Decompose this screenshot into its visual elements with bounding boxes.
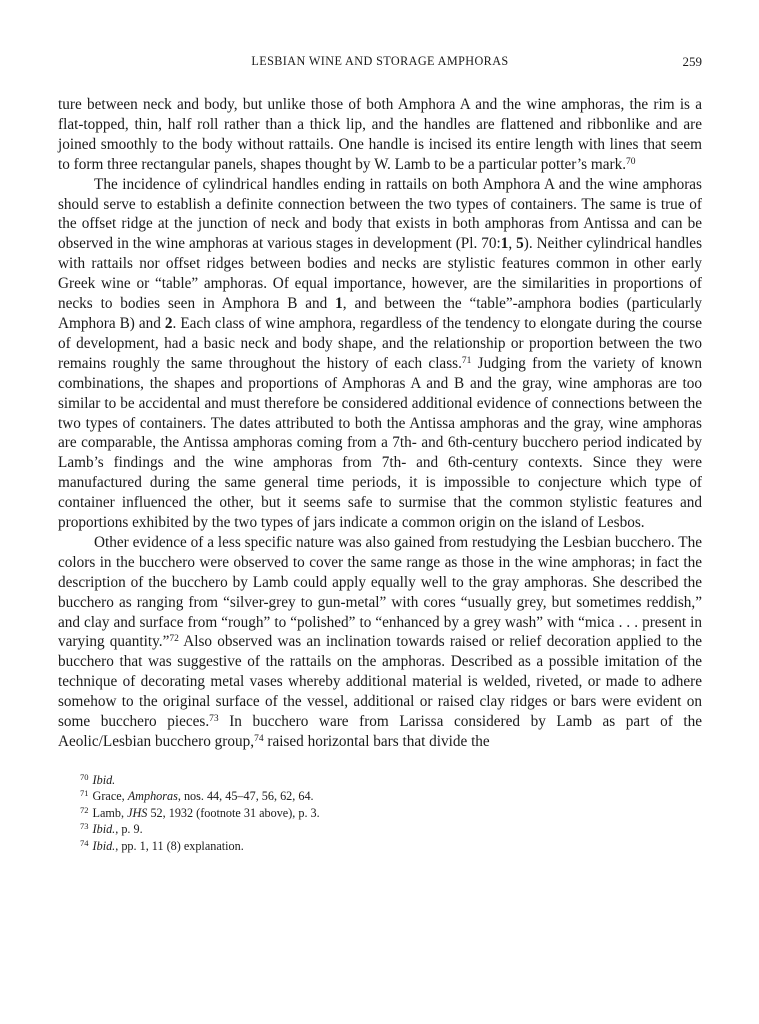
text-run: The incidence of cylindrical handles ending in rattails on both Amphora A and the wine amphoras should serve to establish a definite connection between the two types of containers. The same is true of the offset ridge at the junction of neck and body that exists in both amphoras from Antissa and can be observed in the wine amphoras at various stages in development (Pl. 70: [58, 175, 702, 253]
text-run: , pp. 1, 11 (8) explanation. [115, 838, 244, 853]
text-run: , and between the “table”-amphora bodies (particularly Amphora B) and [58, 295, 702, 332]
text-run: , [508, 235, 517, 253]
footnote [80, 838, 702, 854]
body-text [58, 95, 702, 752]
paragraph [58, 533, 702, 752]
bold-ref: 1 [500, 235, 509, 253]
page [58, 50, 702, 854]
text-run: ). Neither cylindrical handles with rattails nor offset ridges between bodies and necks are stylistic features common in other early Greek wine or “table” amphoras. Of equal importance, however, are the similarities in proportions of necks to bodies seen in Amphora B and [58, 235, 703, 313]
bold-ref: 2 [164, 314, 173, 332]
page-header [58, 50, 702, 72]
running-head: LESBIAN WINE AND STORAGE AMPHORAS [251, 54, 509, 68]
text-run: Grace, [92, 789, 128, 804]
footnote-ref: 74 [254, 734, 264, 744]
text-run: Judging from the variety of known combinations, the shapes and proportions of Amphoras A and B and the gray, wine amphoras are too similar to be accidental and must therefore be considered additional evidence of connections between the two types of containers. The dates attributed to both the Antissa amphoras and the gray, wine amphoras are comparable, the Antissa amphoras coming from a 7th- and 6th-century bucchero period indicated by Lamb’s findings and the wine amphoras from 7th- and 6th-century contexts. Since they were manufactured during the same general time periods, it is impossible to conjecture which type of container influenced the other, but it seems safe to surmise that the common stylistic features and proportions exhibited by the two types of jars indicate a common origin on the island of Lesbos. [58, 354, 702, 532]
text-run: Other evidence of a less specific nature was also gained from restudying the Lesbian bucchero. The colors in the bucchero were observed to cover the same range as those in the wine amphoras; in fact the description of the bucchero by Lamb could apply equally well to the gray amphoras. She described the bucchero as ranging from “silver-grey to gun-metal” with cores “usually grey, but sometimes reddish,” and clay and surface from “rough” to “polished” to “enhanced by a grey wash” with “mica . . . present in varying quantity.” [58, 533, 702, 651]
footnote [80, 788, 702, 804]
text-run: . Each class of wine amphora, regardless of the tendency to elongate during the course of development, had a basic neck and body shape, and the relationship or proportion between the two remains roughly the same throughout the history of each class. [58, 314, 702, 372]
paragraph [58, 175, 702, 533]
italic-run: JHS [127, 805, 148, 820]
footnote-number: 70 [80, 771, 89, 782]
italic-run: Amphoras [127, 789, 178, 804]
footnote [80, 821, 702, 837]
page-number: 259 [682, 54, 702, 69]
footnote-number: 71 [80, 788, 89, 799]
footnote-number: 74 [80, 837, 89, 848]
text-run: , nos. 44, 45–47, 56, 62, 64. [177, 789, 314, 804]
text-run: 52, 1932 (footnote 31 above), p. 3. [147, 805, 320, 820]
bold-ref: 5 [516, 235, 524, 253]
italic-run: Ibid. [92, 822, 116, 837]
footnote [80, 772, 702, 788]
text-run: Also observed was an inclination towards raised or relief decoration applied to the bucchero that was suggestive of the rattails on the amphoras. Described as a possible imitation of the technique of decorating metal vases whereby additional material is welded, riveted, or made to adhere somehow to the original surface of the vessel, additional or raised clay ridges or bars were evident on some bucchero pieces. [58, 633, 703, 731]
paragraph [58, 95, 702, 175]
text-run: , p. 9. [115, 822, 143, 837]
footnote-ref: 70 [626, 156, 636, 167]
footnote-ref: 72 [169, 634, 179, 645]
text-run: In bucchero ware from Larissa considered by Lamb as part of the Aeolic/Lesbian bucchero group, [58, 713, 702, 750]
bold-ref: 1 [335, 295, 343, 313]
text-run: ture between neck and body, but unlike those of both Amphora A and the wine amphoras, the rim is a flat-topped, thin, half roll rather than a thick lip, and the handles are flattened and ribbonlike and are joined smoothly to the body without rattails. One handle is incised its entire length with lines that seem to form three rectangular panels, shapes thought by W. Lamb to be a particular potter’s mark. [58, 96, 702, 173]
footnotes [80, 772, 702, 854]
footnote-number: 73 [80, 821, 89, 832]
text-run: Lamb, [92, 805, 128, 820]
footnote-ref: 71 [461, 355, 472, 366]
italic-run: Ibid. [92, 772, 116, 787]
text-run: raised horizontal bars that divide the [263, 733, 490, 750]
footnote-number: 72 [80, 804, 89, 815]
footnote [80, 805, 702, 821]
italic-run: Ibid. [92, 838, 116, 853]
footnote-ref: 73 [209, 714, 219, 725]
